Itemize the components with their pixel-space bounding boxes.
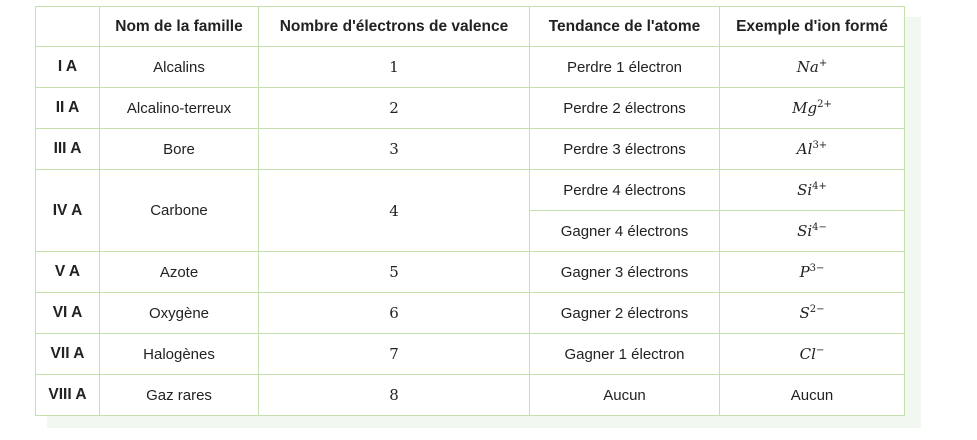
ion-symbol: Mg	[792, 99, 818, 117]
ion-charge: 2+	[817, 99, 832, 110]
header-group	[36, 7, 100, 47]
trend-cell: Gagner 2 électrons	[530, 293, 720, 334]
trend-cell: Gagner 1 électron	[530, 334, 720, 375]
valence-cell: 2	[259, 88, 530, 129]
valence-cell: 1	[259, 47, 530, 88]
ion-cell	[720, 88, 905, 129]
header-ion: Exemple d'ion formé	[720, 7, 905, 47]
ion-cell	[720, 334, 905, 375]
trend-cell: Perdre 4 électrons	[530, 170, 720, 211]
ion-cell	[720, 129, 905, 170]
group-cell: V A	[36, 252, 100, 293]
valence-cell: 8	[259, 375, 530, 416]
valence-cell: 3	[259, 129, 530, 170]
group-cell: VI A	[36, 293, 100, 334]
header-family: Nom de la famille	[100, 7, 259, 47]
ion-cell	[720, 252, 905, 293]
table-row	[36, 293, 905, 334]
ion-symbol: Aucun	[790, 386, 834, 404]
header-row	[36, 7, 905, 47]
table-row	[36, 47, 905, 88]
ion-symbol: Al	[796, 140, 813, 158]
header-trend: Tendance de l'atome	[530, 7, 720, 47]
family-cell: Gaz rares	[100, 375, 259, 416]
trend-cell: Perdre 1 électron	[530, 47, 720, 88]
ion-charge: −	[815, 345, 825, 356]
ion-cell	[720, 170, 905, 211]
family-cell: Bore	[100, 129, 259, 170]
ion-symbol: Cl	[799, 345, 816, 363]
table-row	[36, 375, 905, 416]
group-cell: I A	[36, 47, 100, 88]
trend-cell: Perdre 3 électrons	[530, 129, 720, 170]
ion-symbol: Si	[797, 181, 813, 199]
group-cell: III A	[36, 129, 100, 170]
ion-charge: 3−	[809, 263, 825, 274]
header-valence: Nombre d'électrons de valence	[259, 7, 530, 47]
family-cell: Alcalino-terreux	[100, 88, 259, 129]
trend-cell: Perdre 2 électrons	[530, 88, 720, 129]
family-cell: Oxygène	[100, 293, 259, 334]
ion-charge: 4+	[812, 181, 827, 192]
trend-cell: Aucun	[530, 375, 720, 416]
group-cell: IV A	[36, 170, 100, 252]
family-cell: Azote	[100, 252, 259, 293]
valence-cell: 6	[259, 293, 530, 334]
table-row	[36, 334, 905, 375]
ion-cell	[720, 211, 905, 252]
ion-cell	[720, 47, 905, 88]
valence-cell: 4	[259, 170, 530, 252]
group-cell: VII A	[36, 334, 100, 375]
valence-table	[35, 6, 905, 416]
valence-cell: 5	[259, 252, 530, 293]
ion-symbol: P	[799, 263, 810, 281]
group-cell: II A	[36, 88, 100, 129]
table-row	[36, 88, 905, 129]
ion-charge: 4−	[812, 222, 827, 233]
family-cell: Alcalins	[100, 47, 259, 88]
table-container	[35, 6, 905, 416]
family-cell: Carbone	[100, 170, 259, 252]
family-cell: Halogènes	[100, 334, 259, 375]
trend-cell: Gagner 3 électrons	[530, 252, 720, 293]
ion-symbol: Si	[797, 222, 813, 240]
table-row	[36, 170, 905, 211]
group-cell: VIII A	[36, 375, 100, 416]
valence-cell: 7	[259, 334, 530, 375]
ion-cell	[720, 293, 905, 334]
ion-cell	[720, 375, 905, 416]
ion-symbol: Na	[796, 58, 819, 76]
table-row	[36, 252, 905, 293]
table-row	[36, 129, 905, 170]
ion-charge: 3+	[812, 140, 828, 151]
ion-charge: 2−	[809, 304, 825, 315]
ion-charge: +	[818, 58, 828, 69]
ion-symbol: S	[799, 304, 810, 322]
trend-cell: Gagner 4 électrons	[530, 211, 720, 252]
